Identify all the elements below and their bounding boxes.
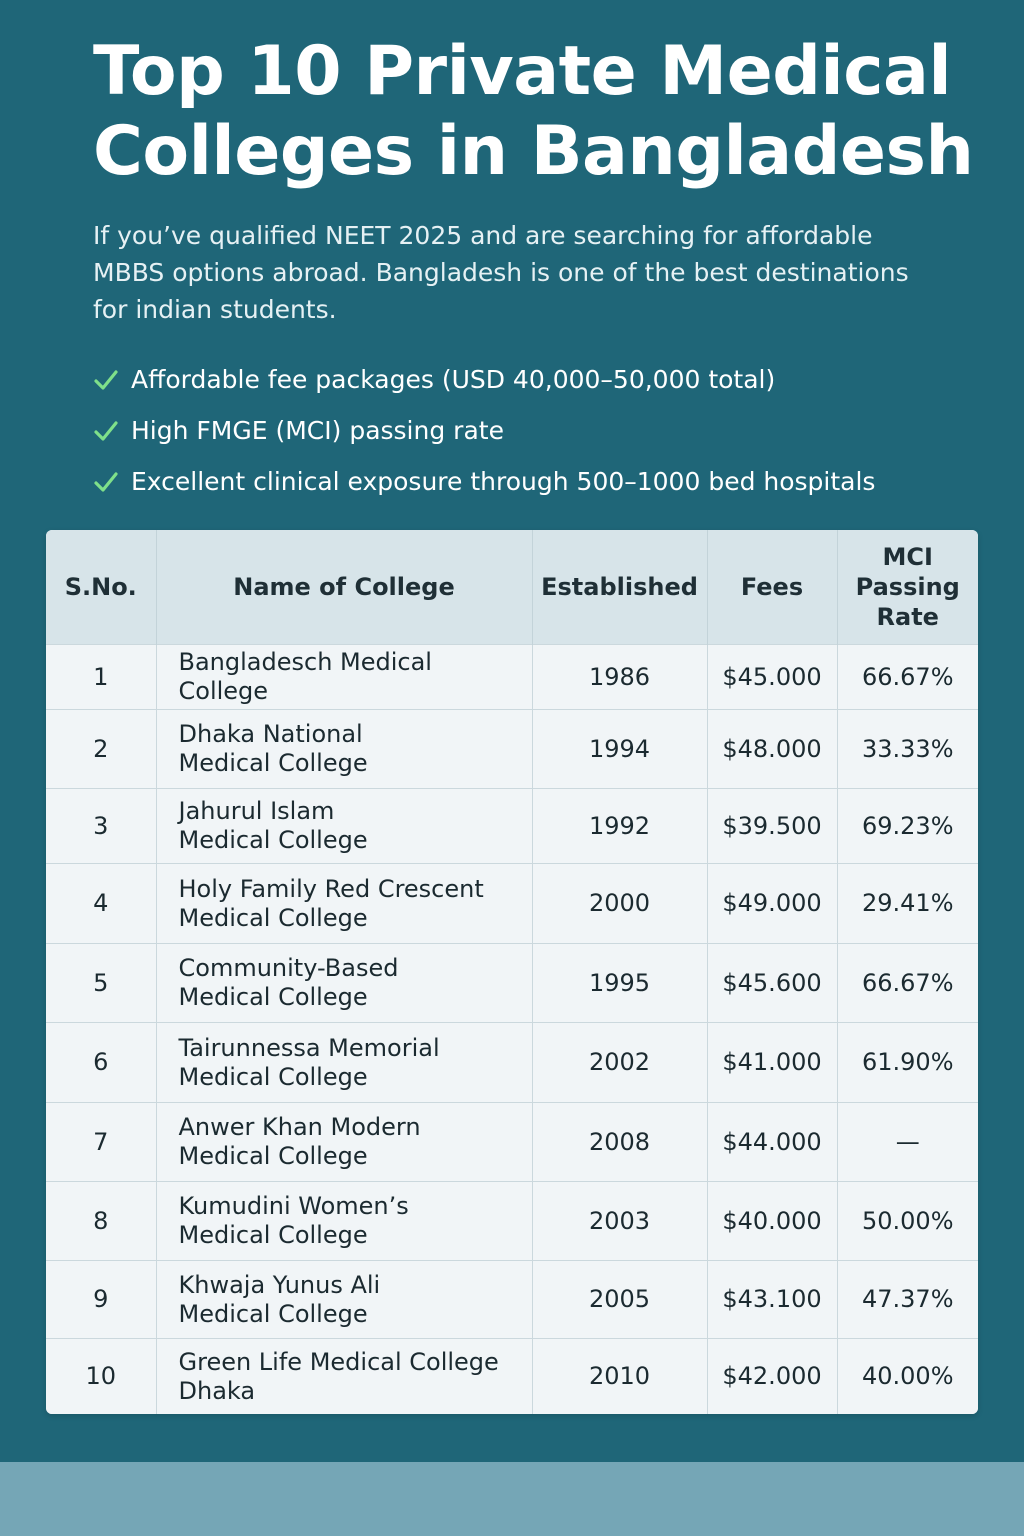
college-name-line: Medical College <box>178 826 368 854</box>
cell-college-name <box>156 1339 532 1415</box>
cell-established: 1994 <box>532 710 707 789</box>
header-name: Name of College <box>156 530 532 645</box>
header-sno: S.No. <box>46 530 156 645</box>
table-row <box>46 1182 978 1261</box>
college-name-line: Medical College <box>178 749 368 777</box>
page-title: Top 10 Private Medical Colleges in Bangladesh <box>93 32 974 191</box>
cell-sno: 7 <box>46 1103 156 1182</box>
cell-sno: 2 <box>46 710 156 789</box>
college-name-line: Green Life Medical College <box>178 1347 499 1376</box>
cell-mci-rate: 33.33% <box>837 710 978 789</box>
check-icon <box>93 470 119 494</box>
cell-sno: 4 <box>46 864 156 944</box>
cell-college-name <box>156 864 532 944</box>
colleges-table-card <box>46 530 978 1414</box>
cell-mci-rate: 66.67% <box>837 944 978 1023</box>
feature-item <box>93 354 875 405</box>
cell-college-name <box>156 1261 532 1339</box>
cell-established: 2003 <box>532 1182 707 1261</box>
cell-mci-rate: 66.67% <box>837 645 978 710</box>
check-icon <box>93 368 119 392</box>
table-row <box>46 710 978 789</box>
header-mci-rate <box>837 530 978 645</box>
cell-mci-rate: — <box>837 1103 978 1182</box>
feature-text: Excellent clinical exposure through 500–1000 bed hospitals <box>131 467 876 496</box>
feature-item <box>93 405 875 456</box>
table-row <box>46 789 978 864</box>
colleges-table <box>46 530 978 1414</box>
cell-mci-rate: 50.00% <box>837 1182 978 1261</box>
table-header-row <box>46 530 978 645</box>
cell-established: 2000 <box>532 864 707 944</box>
college-name-line: Jahurul Islam <box>178 797 335 825</box>
header-fees: Fees <box>707 530 837 645</box>
header-mci-line: MCI <box>882 543 933 571</box>
college-name-line: Medical College <box>178 903 368 932</box>
college-name-line: Community-Based <box>178 954 399 982</box>
cell-sno: 6 <box>46 1023 156 1103</box>
college-name-line: Holy Family Red Crescent <box>178 874 484 903</box>
cell-college-name <box>156 1103 532 1182</box>
college-name-line: Medical College <box>178 1142 368 1170</box>
college-name-line: Medical College <box>178 1299 368 1328</box>
college-name-line: Medical College <box>178 1221 368 1249</box>
cell-college-name <box>156 1023 532 1103</box>
table-row <box>46 1339 978 1415</box>
intro-paragraph: If you’ve qualified NEET 2025 and are searching for affordable MBBS options abroad. Bangladesh is one of the best destinations for indian students. <box>93 221 909 324</box>
table-row <box>46 864 978 944</box>
cell-sno: 3 <box>46 789 156 864</box>
cell-sno: 5 <box>46 944 156 1023</box>
cell-fees: $42.000 <box>707 1339 837 1415</box>
cell-established: 1995 <box>532 944 707 1023</box>
college-name-line: Dhaka <box>178 1376 256 1405</box>
college-name-line: Khwaja Yunus Ali <box>178 1270 381 1299</box>
table-row <box>46 645 978 710</box>
cell-fees: $39.500 <box>707 789 837 864</box>
cell-fees: $49.000 <box>707 864 837 944</box>
feature-item <box>93 456 875 507</box>
table-row <box>46 1261 978 1339</box>
cell-mci-rate: 47.37% <box>837 1261 978 1339</box>
cell-sno: 8 <box>46 1182 156 1261</box>
cell-fees: $45.000 <box>707 645 837 710</box>
header-established: Established <box>532 530 707 645</box>
feature-list <box>93 354 875 507</box>
cell-mci-rate: 40.00% <box>837 1339 978 1415</box>
college-name-line: Bangladesch Medical College <box>178 648 432 705</box>
header-mci-line: Passing <box>855 573 960 601</box>
college-name-line: Medical College <box>178 983 368 1011</box>
table-row <box>46 1023 978 1103</box>
table-row <box>46 1103 978 1182</box>
cell-college-name <box>156 1182 532 1261</box>
cell-college-name <box>156 710 532 789</box>
cell-established: 1992 <box>532 789 707 864</box>
cell-fees: $45.600 <box>707 944 837 1023</box>
college-name-line: Kumudini Women’s <box>178 1192 409 1220</box>
cell-established: 2005 <box>532 1261 707 1339</box>
college-name-line: Tairunnessa Memorial <box>178 1033 440 1062</box>
bottom-band <box>0 1462 1024 1536</box>
cell-fees: $43.100 <box>707 1261 837 1339</box>
header-mci-line: Rate <box>876 603 939 631</box>
feature-text: Affordable fee packages (USD 40,000–50,000 total) <box>131 365 776 394</box>
college-name-line: Anwer Khan Modern <box>178 1113 421 1141</box>
cell-college-name <box>156 789 532 864</box>
check-icon <box>93 419 119 443</box>
feature-text: High FMGE (MCI) passing rate <box>131 416 504 445</box>
cell-college-name <box>156 944 532 1023</box>
table-row <box>46 944 978 1023</box>
cell-sno: 9 <box>46 1261 156 1339</box>
cell-established: 1986 <box>532 645 707 710</box>
cell-college-name <box>156 645 532 710</box>
cell-fees: $40.000 <box>707 1182 837 1261</box>
cell-mci-rate: 61.90% <box>837 1023 978 1103</box>
cell-established: 2010 <box>532 1339 707 1415</box>
cell-mci-rate: 29.41% <box>837 864 978 944</box>
cell-sno: 1 <box>46 645 156 710</box>
cell-fees: $44.000 <box>707 1103 837 1182</box>
cell-mci-rate: 69.23% <box>837 789 978 864</box>
cell-sno: 10 <box>46 1339 156 1415</box>
college-name-line: Medical College <box>178 1062 368 1091</box>
cell-established: 2002 <box>532 1023 707 1103</box>
college-name-line: Dhaka National <box>178 720 363 748</box>
cell-fees: $48.000 <box>707 710 837 789</box>
cell-established: 2008 <box>532 1103 707 1182</box>
cell-fees: $41.000 <box>707 1023 837 1103</box>
